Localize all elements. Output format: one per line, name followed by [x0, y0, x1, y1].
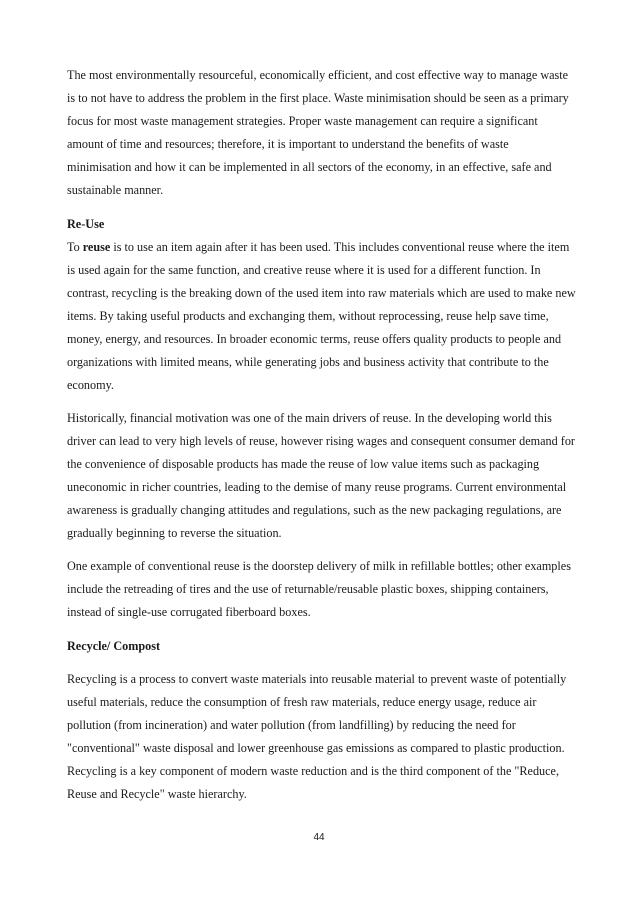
page-number: 44: [313, 832, 325, 843]
reuse-rest-text: is to use an item again after it has been used. This includes conventional reuse where the item is used again for the same function, and creative reuse where it is used for a different function. In contrast, recycling is the breaking down of the used item into raw materials which are used to make new items. By taking useful products and exchanging them, without reprocessing, reuse help save time, money, energy, and resources. In broader economic terms, reuse offers quality products to people and organizations with limited means, while generating jobs and business activity that contribute to the economy.: [67, 240, 576, 392]
reuse-paragraph-3: One example of conventional reuse is the doorstep delivery of milk in refillable bottles; other examples include the retreading of tires and the use of returnable/reusable plastic boxes, shipping containers, instead of single-use corrugated fiberboard boxes.: [67, 559, 571, 619]
reuse-paragraph-2: Historically, financial motivation was one of the main drivers of reuse. In the developing world this driver can lead to very high levels of reuse, however rising wages and consequent consumer demand for the convenience of disposable products has made the reuse of low value items such as packaging uneconomic in richer countries, leading to the demise of many reuse programs. Current environmental awareness is gradually changing attitudes and regulations, such as the new packaging regulations, are gradually beginning to reverse the situation.: [67, 411, 575, 540]
recycle-paragraph-1: Recycling is a process to convert waste materials into reusable material to prevent waste of potentially useful materials, reduce the consumption of fresh raw materials, reduce energy usage, reduce air pollution (from incineration) and water pollution (from landfilling) by reducing the need for "conventional" waste disposal and lower greenhouse gas emissions as compared to plastic production. Recycling is a key component of modern waste reduction and is the third component of the "Reduce, Reuse and Recycle" waste hierarchy.: [67, 672, 567, 801]
reuse-lead-text: To: [67, 240, 83, 254]
intro-paragraph: The most environmentally resourceful, economically efficient, and cost effective way to manage waste is to not have to address the problem in the first place. Waste minimisation should be seen as a primary focus for most waste management strategies. Proper waste management can require a significant amount of time and resources; therefore, it is important to understand the benefits of waste minimisation and how it can be implemented in all sectors of the economy, in an effective, safe and sustainable manner.: [67, 68, 569, 197]
recycle-heading: Recycle/ Compost: [67, 639, 161, 653]
reuse-term: reuse: [82, 240, 111, 254]
reuse-paragraph-1: [67, 236, 576, 397]
reuse-heading: Re-Use: [67, 217, 105, 231]
